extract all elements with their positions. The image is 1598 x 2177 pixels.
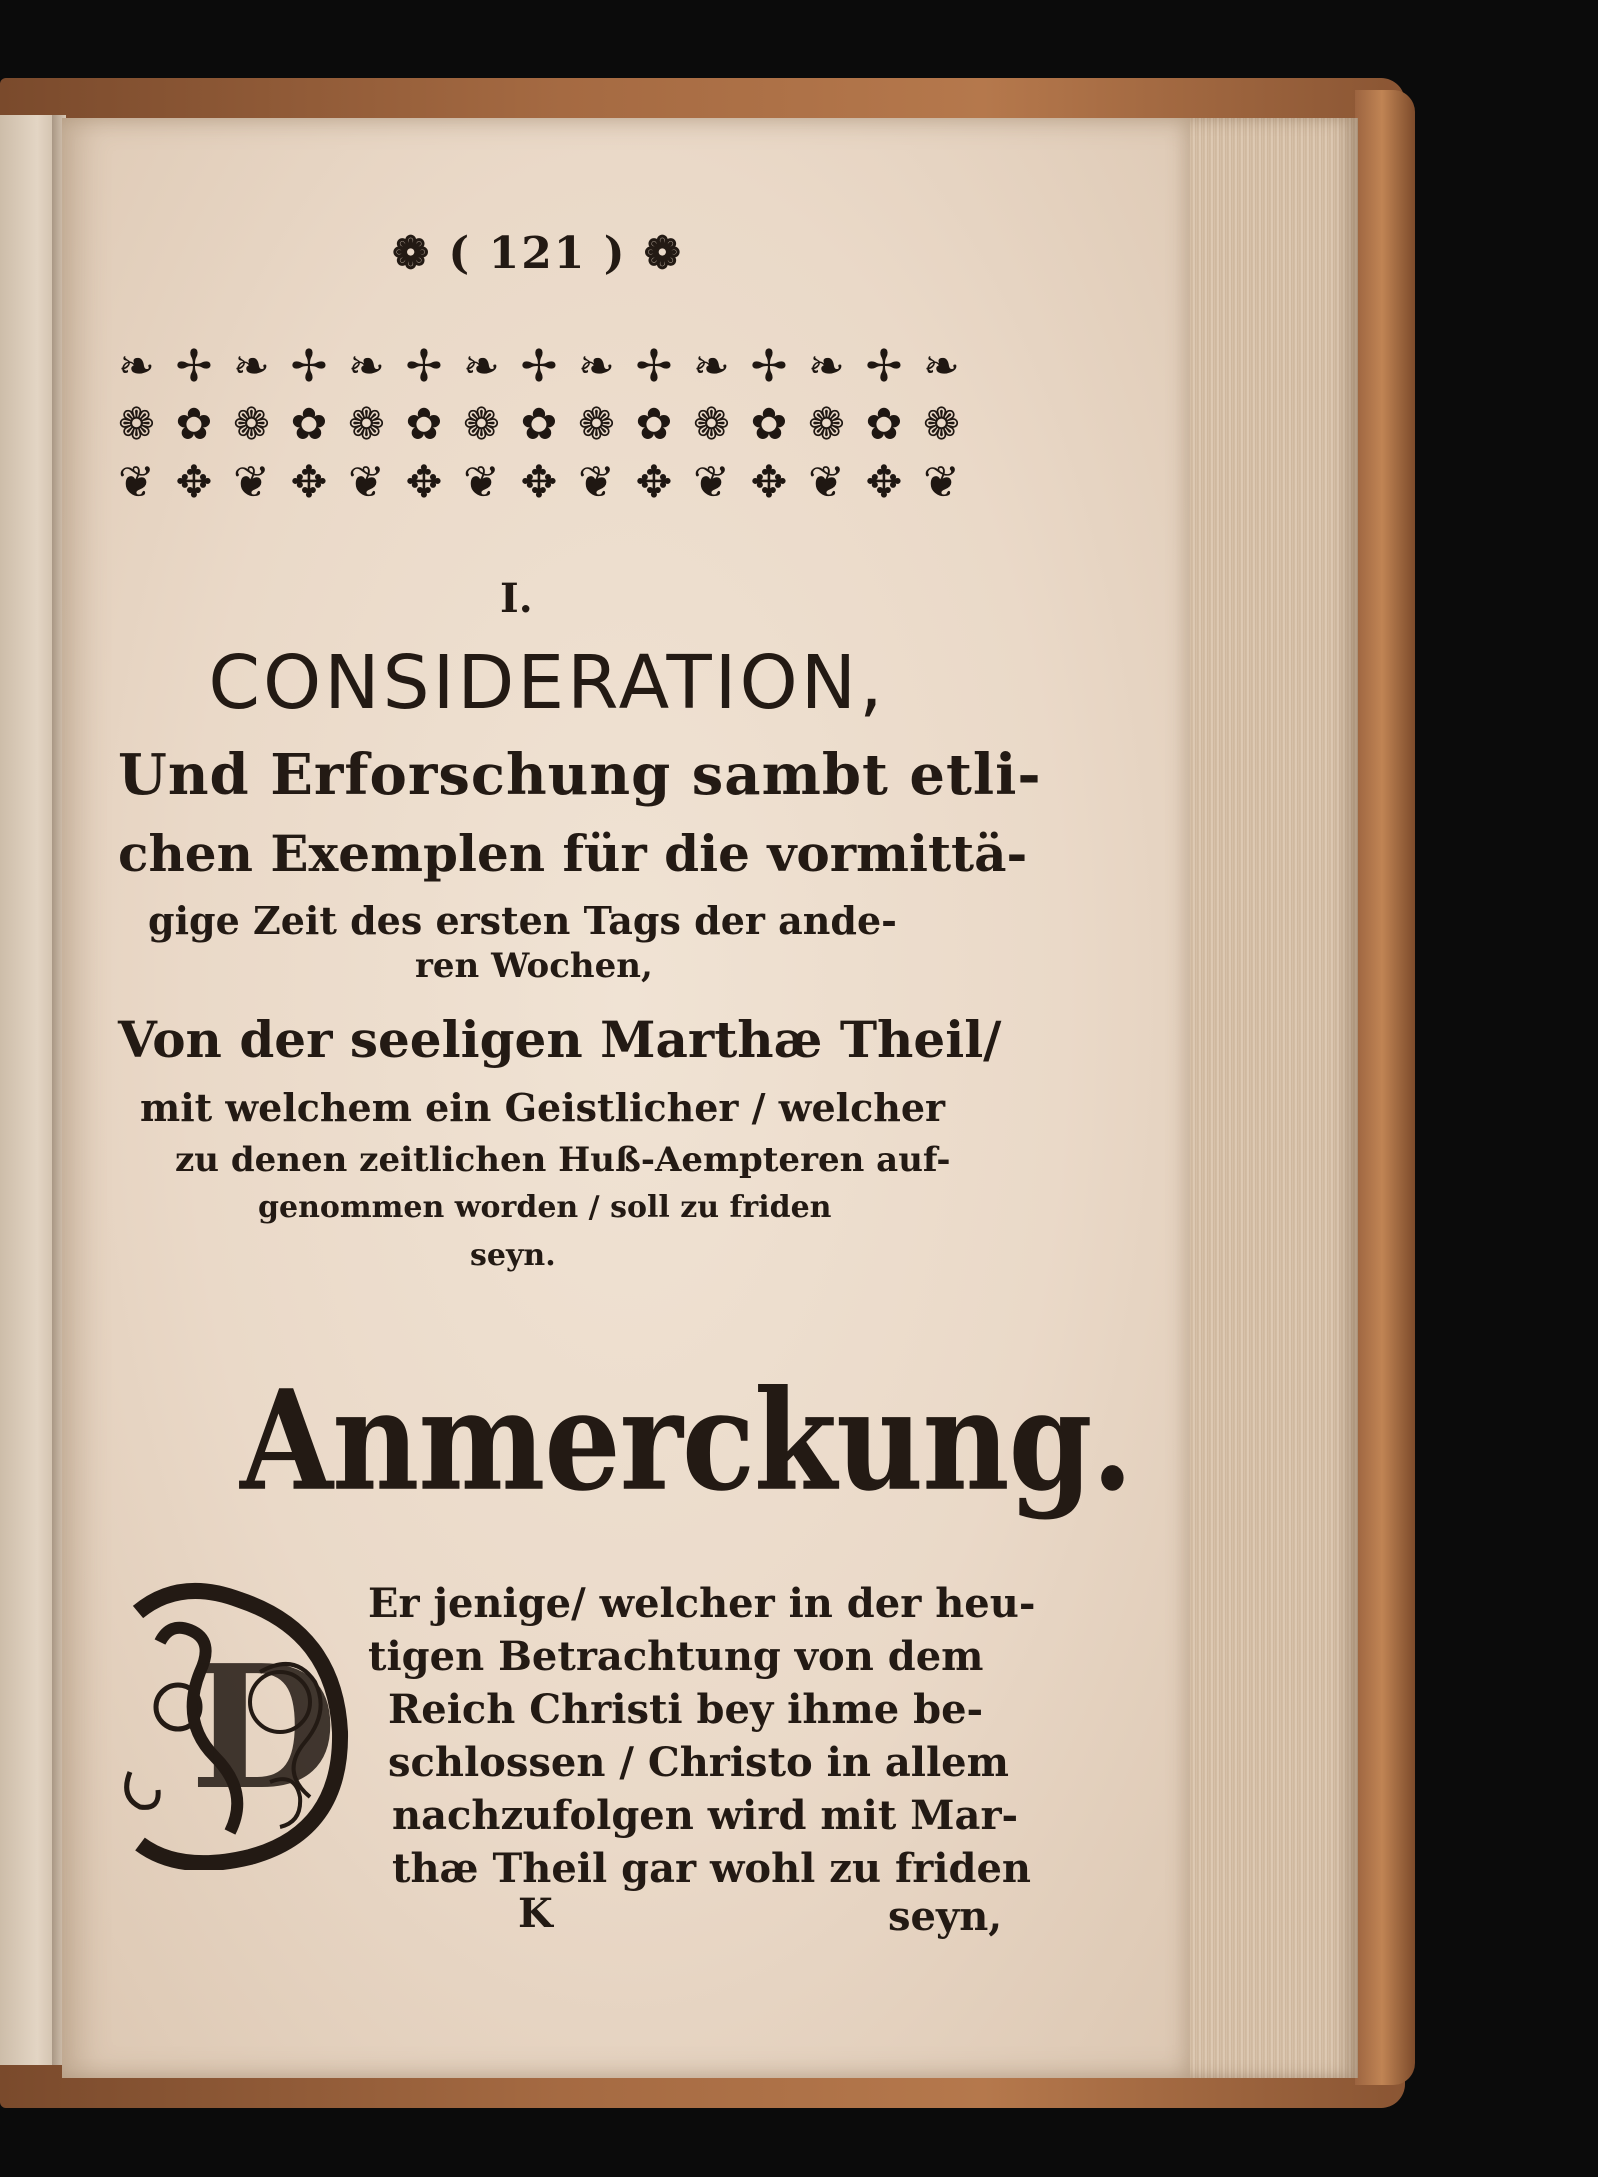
ornament-row-3: ❦ ✥ ❦ ✥ ❦ ✥ ❦ ✥ ❦ ✥ ❦ ✥ ❦ ✥ ❦ — [118, 458, 960, 508]
consideration-heading: CONSIDERATION, — [208, 640, 886, 726]
title-line-1: Und Erforschung sambt etli- — [118, 742, 1042, 808]
title-line-6: mit welchem ein Geistlicher / welcher — [140, 1085, 946, 1130]
book-cover-edge — [1355, 90, 1415, 2085]
decorated-initial — [120, 1582, 368, 1870]
signature-mark: K — [518, 1890, 553, 1937]
body-line-6: thæ Theil gar wohl zu friden — [392, 1845, 1032, 1892]
body-line-5: nachzufolgen wird mit Mar- — [392, 1792, 1019, 1839]
title-line-8: genommen worden / soll zu friden — [258, 1190, 832, 1225]
svg-text:D: D — [190, 1628, 338, 1828]
title-line-5: Von der seeligen Marthæ Theil/ — [118, 1010, 1002, 1069]
ornament-row-1: ❧ ✢ ❧ ✢ ❧ ✢ ❧ ✢ ❧ ✢ ❧ ✢ ❧ ✢ ❧ — [118, 342, 960, 392]
title-line-3: gige Zeit des ersten Tags der ande- — [148, 898, 897, 943]
page-header: ❁ ( 121 ) ❁ — [392, 228, 683, 279]
body-line-4: schlossen / Christo in allem — [388, 1739, 1009, 1786]
body-line-1: Er jenige/ welcher in der heu- — [368, 1580, 1036, 1627]
title-line-2: chen Exemplen für die vormittä- — [118, 824, 1028, 883]
section-heading: Anmerckung. — [240, 1360, 1133, 1523]
body-line-2: tigen Betrachtung von dem — [368, 1633, 984, 1680]
title-line-4: ren Wochen, — [415, 946, 653, 986]
consideration-number: I. — [500, 575, 533, 622]
title-line-9: seyn. — [470, 1238, 556, 1273]
title-line-7: zu denen zeitlichen Huß-Aempteren auf- — [175, 1140, 951, 1180]
page-block-edge — [1178, 118, 1358, 2078]
ornament-row-2: ❁ ✿ ❁ ✿ ❁ ✿ ❁ ✿ ❁ ✿ ❁ ✿ ❁ ✿ ❁ — [118, 400, 960, 450]
body-line-3: Reich Christi bey ihme be- — [388, 1686, 984, 1733]
catchword: seyn, — [888, 1893, 1003, 1940]
initial-ornament-icon — [120, 1582, 368, 1870]
